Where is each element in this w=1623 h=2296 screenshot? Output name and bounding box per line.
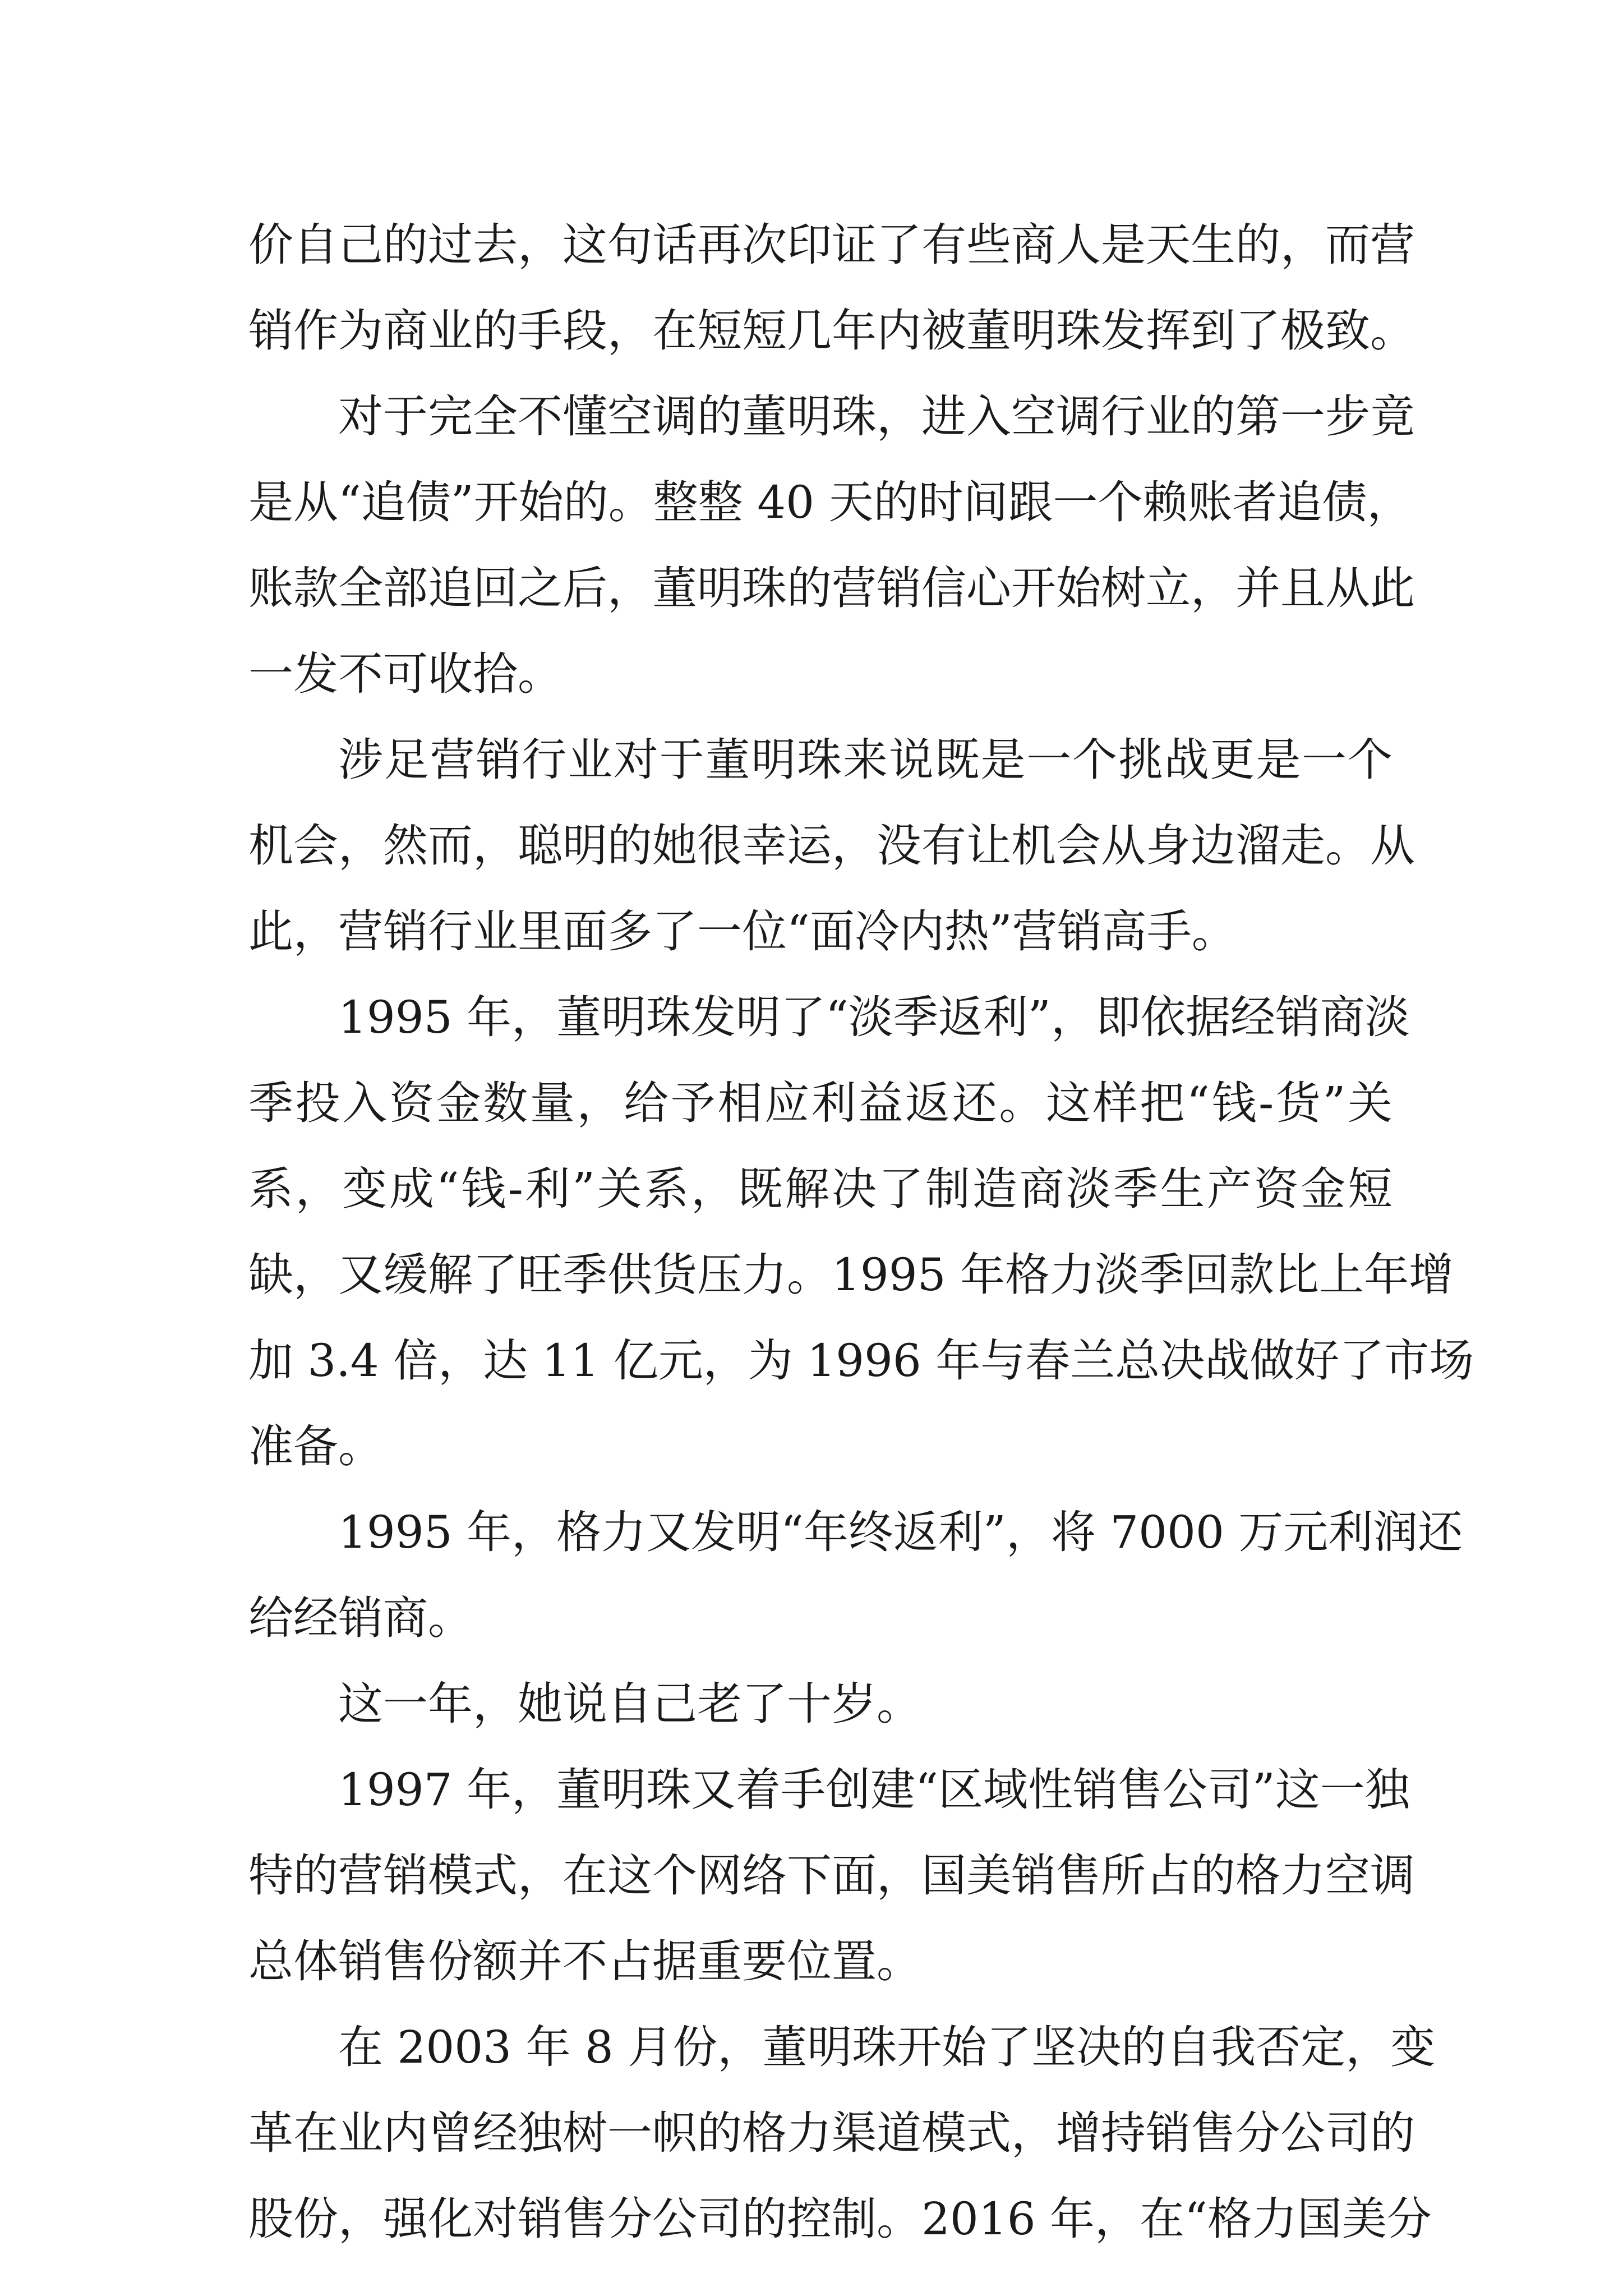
paragraph-start-line: 1995 年，董明珠发明了“淡季返利”，即依据经销商淡 (338, 991, 1410, 1043)
text-line: 是从“追债”开始的。整整 40 天的时间跟一个赖账者追债， (248, 476, 1412, 528)
text-line: 系，变成“钱-利”关系，既解决了制造商淡季生产资金短 (248, 1163, 1393, 1215)
paragraph-end-line: 准备。 (248, 1420, 383, 1473)
text-line: 特的营销模式，在这个网络下面，国美销售所占的格力空调 (248, 1849, 1415, 1902)
paragraph-start-line: 1997 年，董明珠又着手创建“区域性销售公司”这一独 (338, 1764, 1410, 1816)
text-line: 季投入资金数量，给予相应利益返还。这样把“钱-货”关 (248, 1077, 1393, 1129)
body-text (248, 202, 1474, 2262)
text-line: 账款全部追回之后，董明珠的营销信心开始树立，并且从此 (248, 562, 1415, 614)
paragraph-start-line: 涉足营销行业对于董明珠来说既是一个挑战更是一个 (338, 734, 1393, 786)
text-line: 销作为商业的手段，在短短几年内被董明珠发挥到了极致。 (248, 305, 1415, 357)
text-line: 革在业内曾经独树一帜的格力渠道模式，增持销售分公司的 (248, 2107, 1415, 2159)
paragraph-start-line: 在 2003 年 8 月份，董明珠开始了坚决的自我否定，变 (338, 2021, 1436, 2073)
text-line: 加 3.4 倍，达 11 亿元，为 1996 年与春兰总决战做好了市场 (248, 1335, 1474, 1387)
paragraph-start-line: 对于完全不懂空调的董明珠，进入空调行业的第一步竟 (338, 390, 1415, 443)
paragraph-start-line: 1995 年，格力又发明“年终返利”，将 7000 万元利润还 (338, 1506, 1463, 1558)
paragraph-end-line: 此，营销行业里面多了一位“面冷内热”营销高手。 (248, 905, 1237, 958)
text-line: 股份，强化对销售分公司的控制。2016 年，在“格力国美分 (248, 2193, 1432, 2245)
text-line: 机会，然而，聪明的她很幸运，没有让机会从身边溜走。从 (248, 820, 1415, 872)
paragraph-end-line: 给经销商。 (248, 1592, 473, 1644)
text-line: 缺，又缓解了旺季供货压力。1995 年格力淡季回款比上年增 (248, 1249, 1454, 1301)
paragraph-end-line: 一发不可收拾。 (248, 648, 562, 700)
paragraph-single-line: 这一年，她说自己老了十岁。 (338, 1678, 921, 1730)
paragraph-end-line: 总体销售份额并不占据重要位置。 (248, 1935, 921, 1987)
text-line: 价自己的过去，这句话再次印证了有些商人是天生的，而营 (248, 219, 1415, 271)
